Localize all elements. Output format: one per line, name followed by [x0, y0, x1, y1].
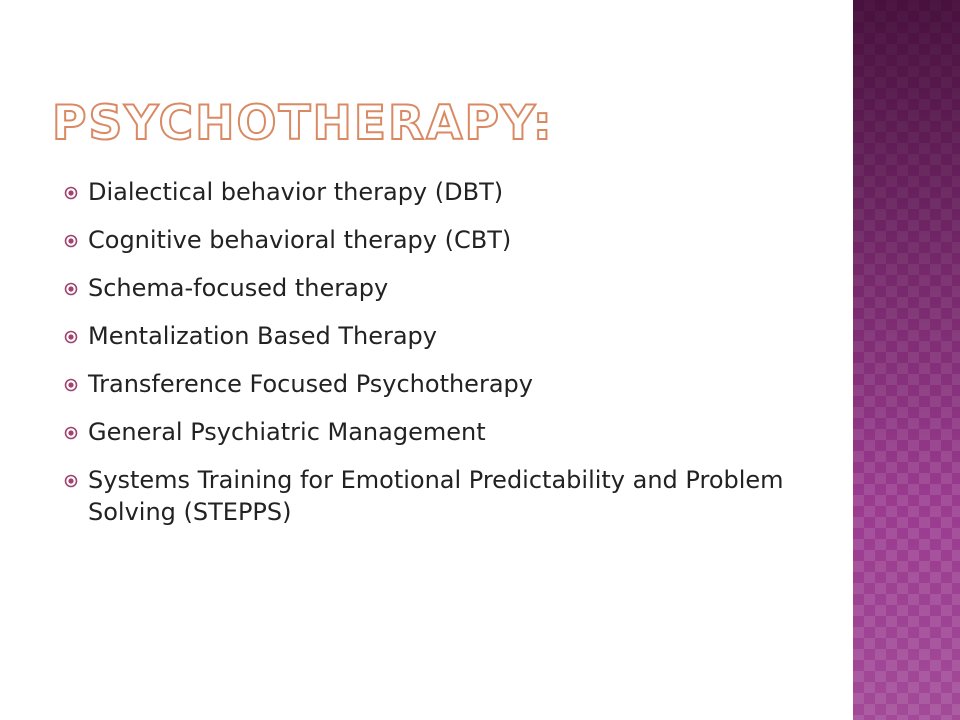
bullet-text: General Psychiatric Management: [88, 418, 486, 446]
list-item: [64, 272, 844, 304]
list-item: [64, 368, 844, 400]
list-item: [64, 176, 844, 208]
bullet-text: Transference Focused Psychotherapy: [88, 370, 533, 398]
list-item: [64, 464, 844, 528]
circled-dot-icon: [64, 186, 78, 200]
list-item: [64, 224, 844, 256]
circled-dot-icon: [64, 330, 78, 344]
bullet-text: Systems Training for Emotional Predictability and Problem Solving (STEPPS): [88, 466, 784, 526]
bullet-text: Cognitive behavioral therapy (CBT): [88, 226, 512, 254]
bullet-text: Mentalization Based Therapy: [88, 322, 437, 350]
circled-dot-icon: [64, 378, 78, 392]
bullet-list: [64, 176, 844, 544]
list-item: [64, 320, 844, 352]
circled-dot-icon: [64, 234, 78, 248]
list-item: [64, 416, 844, 448]
circled-dot-icon: [64, 474, 78, 488]
decorative-sidebar: [853, 0, 960, 720]
bullet-text: Dialectical behavior therapy (DBT): [88, 178, 504, 206]
bullet-text: Schema-focused therapy: [88, 274, 389, 302]
slide-title: PSYCHOTHERAPY:: [52, 96, 554, 151]
circled-dot-icon: [64, 426, 78, 440]
circled-dot-icon: [64, 282, 78, 296]
